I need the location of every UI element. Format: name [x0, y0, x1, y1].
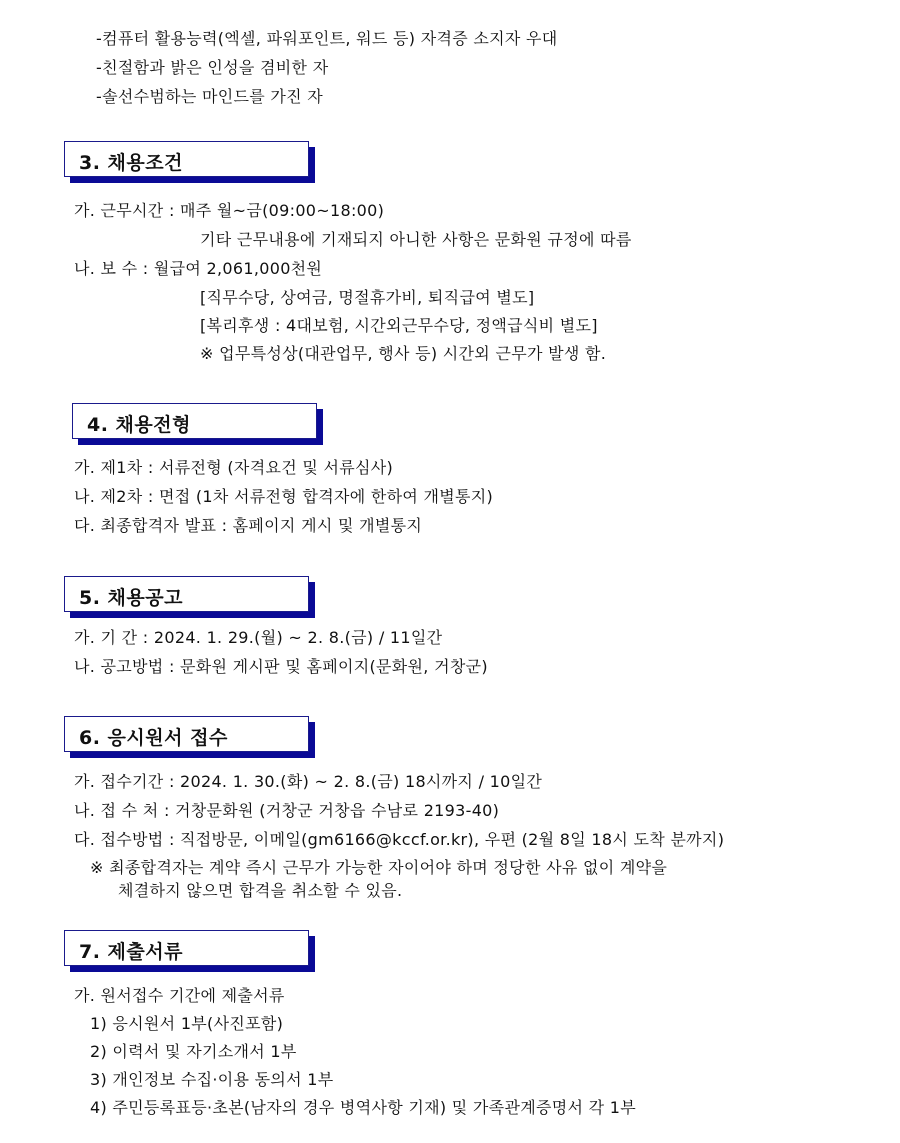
section-6-header	[64, 716, 309, 752]
sec3-allowances: [직무수당, 상여금, 명절휴가비, 퇴직급여 별도]	[200, 288, 535, 307]
sec3-salary: 나. 보 수 : 월급여 2,061,000천원	[74, 259, 323, 278]
qualification-line-kindness: -친절함과 밝은 인성을 겸비한 자	[96, 58, 329, 77]
sec3-work-hours: 가. 근무시간 : 매주 월~금(09:00~18:00)	[74, 201, 385, 220]
sec7-doc-1: 1) 응시원서 1부(사진포함)	[90, 1014, 284, 1033]
sec5-period: 가. 기 간 : 2024. 1. 29.(월) ~ 2. 8.(금) / 11일간	[74, 628, 443, 647]
sec4-final-announcement: 다. 최종합격자 발표 : 홈페이지 게시 및 개별통지	[74, 516, 423, 535]
section-5-title: 5. 채용공고	[79, 587, 183, 609]
section-6-title: 6. 응시원서 접수	[79, 727, 228, 749]
sec3-overtime-note: ※ 업무특성상(대관업무, 행사 등) 시간외 근무가 발생 함.	[200, 344, 607, 363]
sec6-period: 가. 접수기간 : 2024. 1. 30.(화) ~ 2. 8.(금) 18시까지 / 10일간	[74, 772, 543, 791]
sec4-first-round: 가. 제1차 : 서류전형 (자격요건 및 서류심사)	[74, 458, 394, 477]
sec5-method: 나. 공고방법 : 문화원 게시판 및 홈페이지(문화원, 거창군)	[74, 657, 488, 676]
sec6-note-line-1: ※ 최종합격자는 계약 즉시 근무가 가능한 자이어야 하며 정당한 사유 없이 계약을	[90, 858, 668, 877]
sec7-doc-2: 2) 이력서 및 자기소개서 1부	[90, 1042, 297, 1061]
section-3-title: 3. 채용조건	[79, 152, 183, 174]
section-7-title: 7. 제출서류	[79, 941, 183, 963]
sec3-other-note: 기타 근무내용에 기재되지 아니한 사항은 문화원 규정에 따름	[200, 230, 632, 249]
sec3-benefits: [복리후생 : 4대보험, 시간외근무수당, 정액급식비 별도]	[200, 316, 598, 335]
section-3-header	[64, 141, 309, 177]
sec7-doc-3: 3) 개인정보 수집·이용 동의서 1부	[90, 1070, 334, 1089]
sec7-intro: 가. 원서접수 기간에 제출서류	[74, 986, 285, 1005]
sec6-location: 나. 접 수 처 : 거창문화원 (거창군 거창읍 수남로 2193-40)	[74, 801, 500, 820]
section-5-header	[64, 576, 309, 612]
section-4-header	[72, 403, 317, 439]
sec7-doc-4: 4) 주민등록표등·초본(남자의 경우 병역사항 기재) 및 가족관계증명서 각 1부	[90, 1098, 636, 1117]
sec6-method: 다. 접수방법 : 직접방문, 이메일(gm6166@kccf.or.kr), 우편 (2월 8일 18시 도착 분까지)	[74, 830, 725, 849]
section-4-title: 4. 채용전형	[87, 414, 191, 436]
sec4-second-round: 나. 제2차 : 면접 (1차 서류전형 합격자에 한하여 개별통지)	[74, 487, 494, 506]
sec6-note-line-2: 체결하지 않으면 합격을 취소할 수 있음.	[118, 881, 403, 900]
qualification-line-initiative: -솔선수범하는 마인드를 가진 자	[96, 87, 324, 106]
section-7-header	[64, 930, 309, 966]
qualification-line-computer: -컴퓨터 활용능력(엑셀, 파워포인트, 워드 등) 자격증 소지자 우대	[96, 29, 558, 48]
